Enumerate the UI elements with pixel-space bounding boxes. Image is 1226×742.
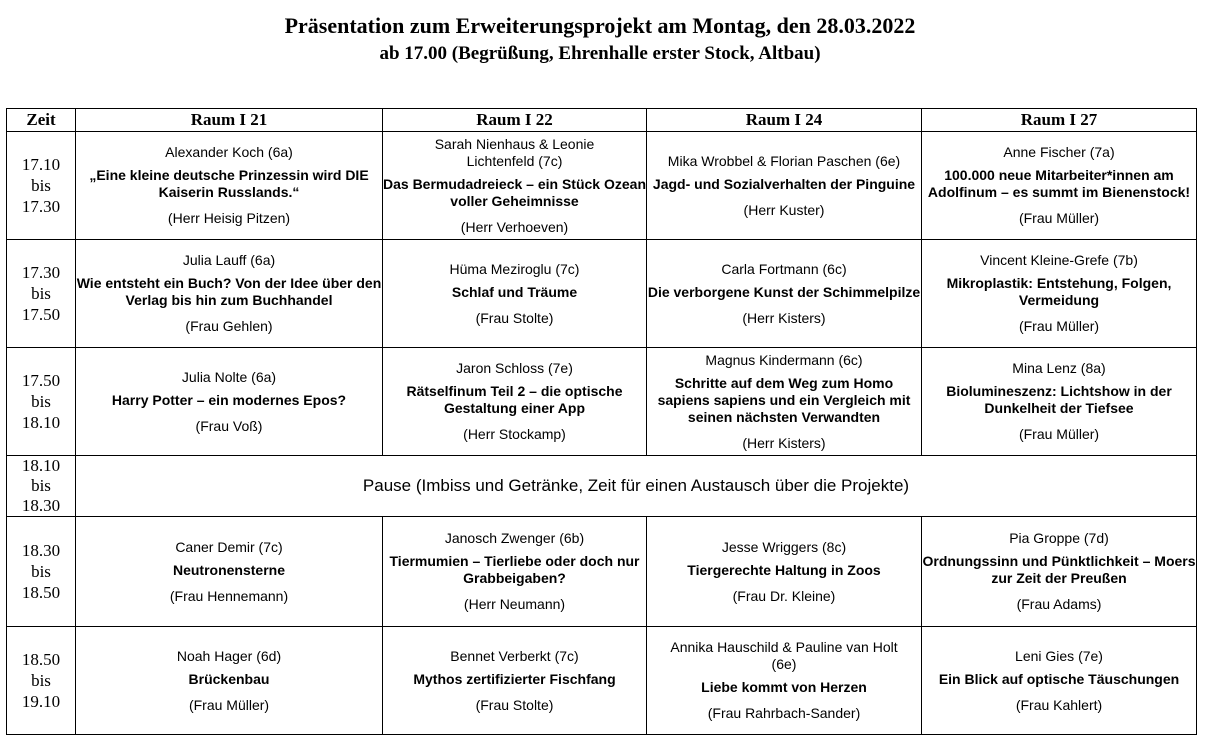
column-header-room-i21: Raum I 21 — [76, 109, 383, 132]
teacher: (Herr Stockamp) — [463, 426, 566, 442]
session-cell — [76, 348, 383, 456]
presenter: Leni Gies (7e) — [1015, 647, 1103, 664]
teacher: (Herr Heisig Pitzen) — [167, 210, 291, 226]
column-header-time: Zeit — [7, 109, 76, 132]
time-end: 19.10 — [21, 692, 61, 711]
pause-cell: Pause (Imbiss und Getränke, Zeit für einen Austausch über die Projekte) — [76, 456, 1197, 517]
time-start: 18.10 — [21, 456, 61, 475]
presenter: Annika Hauschild & Pauline van Holt (6e) — [670, 639, 898, 672]
topic: Neutronensterne — [172, 561, 286, 578]
time-cell — [7, 132, 76, 240]
time-end: 18.50 — [21, 583, 61, 602]
session-cell — [922, 627, 1197, 735]
presenter: Pia Groppe (7d) — [1009, 530, 1109, 546]
table-row — [7, 627, 1197, 735]
teacher: (Frau Stolte) — [475, 696, 554, 713]
presenter: Jesse Wriggers (8c) — [721, 538, 847, 555]
table-row — [7, 348, 1197, 456]
session-cell — [647, 132, 922, 240]
session-cell — [647, 627, 922, 735]
session-cell — [76, 627, 383, 735]
teacher: (Frau Voß) — [195, 417, 263, 434]
topic: Biolumineszenz: Lichtshow in der Dunkelheit der Tiefsee — [946, 383, 1172, 416]
presenter: Sarah Nienhaus & Leonie Lichtenfeld (7c) — [434, 135, 595, 169]
session-cell — [383, 627, 647, 735]
time-cell — [7, 240, 76, 348]
session-cell — [76, 240, 383, 348]
topic: Das Bermudadreieck – ein Stück Ozean voller Geheimnisse — [383, 175, 646, 209]
time-start: 18.50 — [21, 650, 61, 669]
page-subtitle: ab 17.00 (Begrüßung, Ehrenhalle erster Stock, Altbau) — [379, 43, 821, 64]
time-end: 18.30 — [21, 496, 61, 515]
topic: Rätselfinum Teil 2 – die optische Gestaltung einer App — [406, 383, 623, 416]
teacher: (Frau Kahlert) — [1015, 696, 1103, 713]
teacher: (Herr Kisters) — [742, 309, 826, 326]
teacher: (Frau Müller) — [1018, 210, 1100, 226]
teacher: (Frau Hennemann) — [169, 587, 289, 604]
session-cell — [922, 348, 1197, 456]
teacher: (Frau Adams) — [1016, 596, 1102, 612]
presenter: Julia Nolte (6a) — [181, 368, 277, 385]
teacher: (Herr Verhoeven) — [460, 218, 569, 235]
topic: Tiergerechte Haltung in Zoos — [687, 561, 881, 578]
time-cell — [7, 348, 76, 456]
topic: Mikroplastik: Entstehung, Folgen, Vermeidung — [946, 275, 1172, 308]
topic: Liebe kommt von Herzen — [701, 679, 867, 695]
teacher: (Frau Stolte) — [475, 309, 554, 326]
session-cell — [647, 348, 922, 456]
time-cell — [7, 627, 76, 735]
session-cell — [383, 517, 647, 627]
session-cell — [383, 132, 647, 240]
teacher: (Frau Müller) — [188, 696, 270, 713]
time-separator: bis — [31, 476, 51, 495]
presenter: Caner Demir (7c) — [175, 538, 283, 555]
presenter: Mika Wrobbel & Florian Paschen (6e) — [667, 152, 901, 169]
pause-row — [7, 456, 1197, 517]
presenter: Noah Hager (6d) — [176, 647, 282, 664]
presenter: Vincent Kleine-Grefe (7b) — [980, 252, 1138, 268]
presenter: Magnus Kindermann (6c) — [705, 351, 863, 368]
topic: Ein Blick auf optische Täuschungen — [938, 670, 1180, 687]
topic: Schlaf und Träume — [451, 283, 578, 300]
time-separator: bis — [31, 392, 51, 411]
session-cell — [383, 348, 647, 456]
column-header-room-i22: Raum I 22 — [383, 109, 647, 132]
table-row — [7, 132, 1197, 240]
header-row — [7, 109, 1197, 132]
time-start: 17.50 — [21, 371, 61, 390]
presenter: Alexander Koch (6a) — [165, 144, 293, 160]
session-cell — [922, 240, 1197, 348]
presenter: Janosch Zwenger (6b) — [444, 530, 585, 546]
time-cell — [7, 456, 76, 517]
teacher: (Herr Kuster) — [743, 201, 825, 218]
presenter: Julia Lauff (6a) — [182, 252, 276, 268]
topic: Schritte auf dem Weg zum Homo sapiens sapiens und ein Vergleich mit seinen nächsten Verwandten — [657, 374, 911, 425]
topic: Wie entsteht ein Buch? Von der Idee über den Verlag bis hin zum Buchhandel — [76, 275, 382, 308]
column-header-room-i27: Raum I 27 — [922, 109, 1197, 132]
time-end: 17.30 — [21, 197, 61, 216]
topic: Harry Potter – ein modernes Epos? — [111, 391, 347, 408]
time-end: 18.10 — [21, 413, 61, 432]
presenter: Carla Fortmann (6c) — [721, 260, 847, 277]
session-cell — [76, 132, 383, 240]
time-cell — [7, 517, 76, 627]
time-separator: bis — [31, 176, 51, 195]
time-start: 17.30 — [21, 263, 61, 282]
teacher: (Frau Gehlen) — [185, 318, 273, 334]
time-separator: bis — [31, 671, 51, 690]
column-header-room-i24: Raum I 24 — [647, 109, 922, 132]
topic: Mythos zertifizierter Fischfang — [413, 670, 616, 687]
session-cell — [647, 517, 922, 627]
topic: Tiermumien – Tierliebe oder doch nur Grabbeigaben? — [389, 553, 640, 586]
topic: 100.000 neue Mitarbeiter*innen am Adolfinum – es summt im Bienenstock! — [927, 167, 1191, 200]
teacher: (Frau Rahrbach-Sander) — [707, 705, 861, 721]
topic: Ordnungssinn und Pünktlichkeit – Moers zur Zeit der Preußen — [922, 553, 1196, 586]
table-row — [7, 240, 1197, 348]
topic: „Eine kleine deutsche Prinzessin wird DIE Kaiserin Russlands.“ — [89, 167, 369, 200]
teacher: (Herr Kisters) — [742, 434, 826, 451]
time-end: 17.50 — [21, 305, 61, 324]
teacher: (Frau Dr. Kleine) — [732, 587, 836, 604]
time-separator: bis — [31, 562, 51, 581]
time-start: 17.10 — [21, 155, 61, 174]
topic: Jagd- und Sozialverhalten der Pinguine — [652, 175, 916, 192]
presenter: Hüma Meziroglu (7c) — [449, 260, 580, 277]
session-cell — [647, 240, 922, 348]
presenter: Jaron Schloss (7e) — [456, 360, 573, 376]
time-start: 18.30 — [21, 541, 61, 560]
session-cell — [76, 517, 383, 627]
time-separator: bis — [31, 284, 51, 303]
schedule-table — [6, 108, 1197, 735]
teacher: (Herr Neumann) — [463, 596, 566, 612]
presenter: Bennet Verberkt (7c) — [450, 647, 579, 664]
presenter: Anne Fischer (7a) — [1003, 144, 1115, 160]
topic: Brückenbau — [188, 670, 270, 687]
session-cell — [922, 517, 1197, 627]
topic: Die verborgene Kunst der Schimmelpilze — [647, 283, 921, 300]
table-row — [7, 517, 1197, 627]
teacher: (Frau Müller) — [1018, 426, 1100, 442]
session-cell — [922, 132, 1197, 240]
teacher: (Frau Müller) — [1018, 318, 1100, 334]
page-title: Präsentation zum Erweiterungsprojekt am Montag, den 28.03.2022 — [284, 13, 916, 38]
session-cell — [383, 240, 647, 348]
presenter: Mina Lenz (8a) — [1012, 360, 1106, 376]
